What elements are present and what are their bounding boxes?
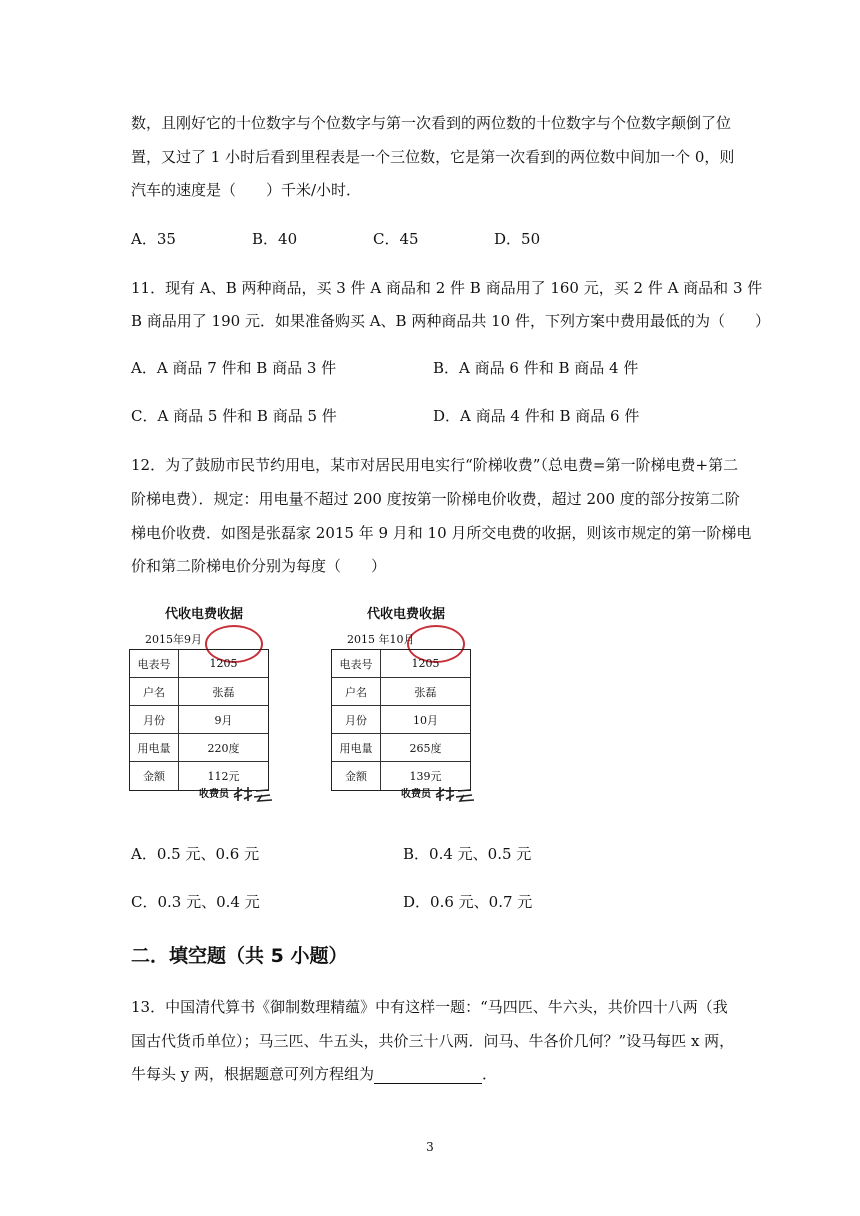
receipt-value: 220度 (207, 741, 240, 755)
receipt-cashier (199, 785, 276, 803)
receipt-value: 1205 (411, 657, 440, 670)
receipt-value: 1205 (209, 657, 238, 670)
q10-option-a: A．35 (131, 230, 176, 248)
q10-option-c: C．45 (373, 230, 419, 248)
q12-line-2: 阶梯电费）．规定：用电量不超过 200 度按第一阶梯电价收费，超过 200 度的部分按第二阶 (131, 490, 740, 508)
receipt-key: 用电量 (130, 734, 179, 761)
receipt-key: 月份 (130, 706, 179, 733)
receipt-row (332, 706, 470, 734)
receipt-row (130, 650, 268, 678)
q10-option-b: B．40 (252, 230, 298, 248)
q12-option-c: C．0.3 元、0.4 元 (131, 893, 260, 911)
q12-option-b: B．0.4 元、0.5 元 (403, 845, 532, 863)
receipt-value: 9月 (214, 713, 233, 727)
receipt-key: 用电量 (332, 734, 381, 761)
q11-line-2: B 商品用了 190 元．如果准备购买 A、B 两种商品共 10 件，下列方案中费用最低的为（ ） (131, 312, 770, 330)
receipt-key: 户名 (130, 678, 179, 705)
q12-line-1: 12．为了鼓励市民节约用电，某市对居民用电实行“阶梯收费”（总电费=第一阶梯电费+第二 (131, 456, 739, 474)
q10-line-1: 数，且刚好它的十位数字与个位数字与第一次看到的两位数的十位数字与个位数字颠倒了位 (131, 114, 732, 132)
receipt-date: 2015 年10月 (347, 633, 415, 646)
q12-option-d: D．0.6 元、0.7 元 (403, 893, 533, 911)
q12-line-3: 梯电价收费．如图是张磊家 2015 年 9 月和 10 月所交电费的收据，则该市规定的第一阶梯电 (131, 524, 752, 542)
receipt-row (332, 678, 470, 706)
q10-line-2: 置，又过了 1 小时后看到里程表是一个三位数，它是第一次看到的两位数中间加一个 0，则 (131, 148, 735, 166)
cashier-label: 收费员 (199, 789, 229, 800)
receipt-table (331, 649, 471, 791)
receipt-row (332, 650, 470, 678)
q13-line-3-text: 牛每头 y 两，根据题意可列方程组为 (131, 1065, 375, 1083)
q11-option-a: A．A 商品 7 件和 B 商品 3 件 (131, 359, 337, 377)
receipt-value: 139元 (409, 770, 442, 783)
receipt-key: 电表号 (332, 650, 381, 677)
q12-option-a: A．0.5 元、0.6 元 (131, 845, 260, 863)
section-heading: 二．填空题（共 5 小题） (131, 945, 348, 967)
receipt-row (130, 678, 268, 706)
receipt-date: 2015年9月 (145, 633, 202, 646)
receipt-value: 张磊 (212, 685, 235, 699)
q11-option-d: D．A 商品 4 件和 B 商品 6 件 (433, 407, 640, 425)
q13-line-1: 13．中国清代算书《御制数理精蕴》中有这样一题：“马四匹、牛六头，共价四十八两（我 (131, 998, 728, 1016)
receipt-october (331, 603, 481, 803)
q11-line-1: 11．现有 A、B 两种商品，买 3 件 A 商品和 2 件 B 商品用了 160 元，买 2 件 A 商品和 3 件 (131, 279, 763, 297)
receipt-value: 265度 (409, 741, 442, 755)
receipt-row (130, 734, 268, 762)
receipt-key: 月份 (332, 706, 381, 733)
receipt-september (129, 603, 279, 803)
signature-icon (434, 785, 478, 803)
receipt-title: 代收电费收据 (164, 607, 243, 622)
answer-blank[interactable] (374, 1067, 482, 1084)
receipt-key: 电表号 (130, 650, 179, 677)
q10-option-d: D．50 (494, 230, 541, 248)
q11-option-b: B．A 商品 6 件和 B 商品 4 件 (433, 359, 639, 377)
receipt-title: 代收电费收据 (366, 607, 445, 622)
q13-line-3-end: ． (482, 1065, 498, 1083)
receipt-row (332, 734, 470, 762)
receipt-value: 张磊 (414, 685, 437, 699)
receipt-key: 户名 (332, 678, 381, 705)
q12-line-4: 价和第二阶梯电价分别为每度（ ） (131, 557, 387, 575)
q11-option-c: C．A 商品 5 件和 B 商品 5 件 (131, 407, 337, 425)
receipt-value: 112元 (207, 770, 240, 783)
receipt-key: 金额 (130, 762, 179, 790)
signature-icon (232, 785, 276, 803)
receipt-cashier (401, 785, 478, 803)
cashier-label: 收费员 (401, 789, 431, 800)
page-number: 3 (426, 1140, 434, 1154)
receipt-key: 金额 (332, 762, 381, 790)
q13-line-3 (131, 1064, 497, 1084)
receipt-table (129, 649, 269, 791)
q10-line-3: 汽车的速度是（ ）千米/小时． (131, 181, 362, 199)
q13-line-2: 国古代货币单位）；马三匹、牛五头，共价三十八两．问马、牛各价几何？”设马每匹 x 两， (131, 1032, 735, 1050)
receipt-row (130, 706, 268, 734)
receipt-value: 10月 (413, 713, 438, 727)
